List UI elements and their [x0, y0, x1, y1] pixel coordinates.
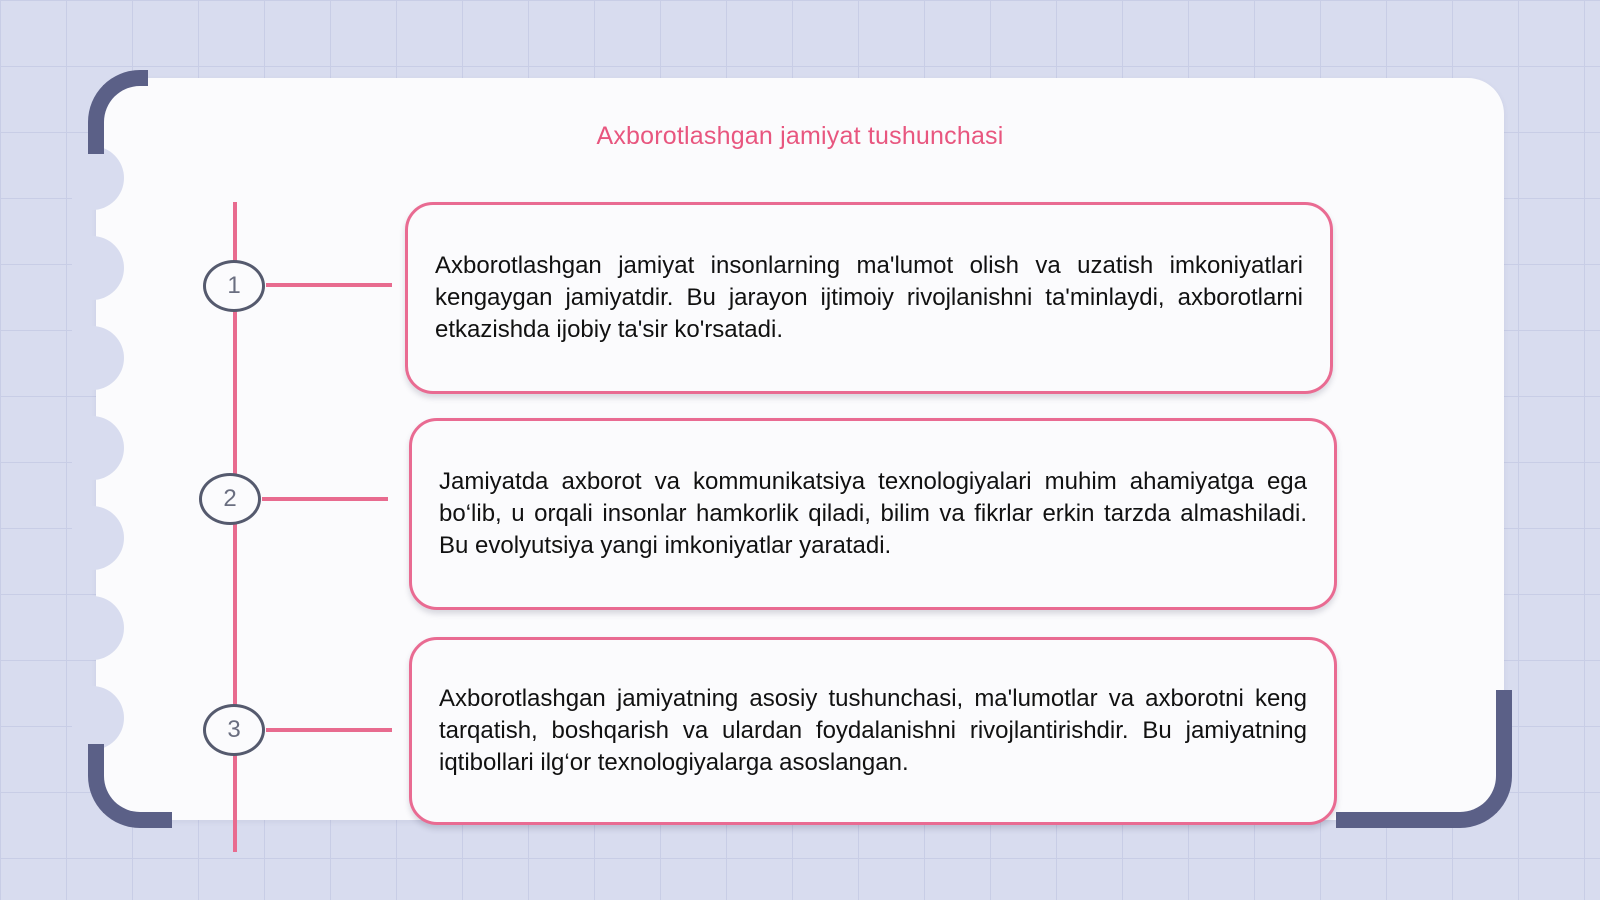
info-card-text: Axborotlashgan jamiyatning asosiy tushunchasi, ma'lumotlar va axborotni keng tarqatish, boshqarish va ulardan foydalanishni rivojlantirishdir. Bu jamiyatning iqtibollari ilg‘or texnologiyalarga asoslangan. [439, 685, 1307, 776]
connector-line-2 [262, 497, 388, 501]
connector-line-3 [266, 728, 392, 732]
info-card-text: Jamiyatda axborot va kommunikatsiya texnologiyalari muhim ahamiyatga ega bo‘lib, u orqali insonlar hamkorlik qiladi, bilim va fikrlar erkin tarzda almashiladi. Bu evolyutsiya yangi imkoniyatlar yaratadi. [439, 468, 1307, 559]
info-card-1 [405, 202, 1333, 394]
corner-bracket-bottom-left [88, 744, 172, 828]
connector-line-1 [266, 283, 392, 287]
step-number-2: 2 [199, 473, 261, 525]
info-card-2 [409, 418, 1337, 610]
info-card-3 [409, 637, 1337, 825]
step-number-3: 3 [203, 704, 265, 756]
step-number-1: 1 [203, 260, 265, 312]
corner-bracket-bottom-right [1336, 690, 1512, 828]
slide-title: Axborotlashgan jamiyat tushunchasi [596, 122, 1004, 150]
info-card-text: Axborotlashgan jamiyat insonlarning ma'lumot olish va uzatish imkoniyatlari kengaygan jamiyatdir. Bu jarayon ijtimoiy rivojlanishni ta'minlaydi, axborotlarni etkazishda ijobiy ta'sir ko'rsatadi. [435, 252, 1303, 343]
